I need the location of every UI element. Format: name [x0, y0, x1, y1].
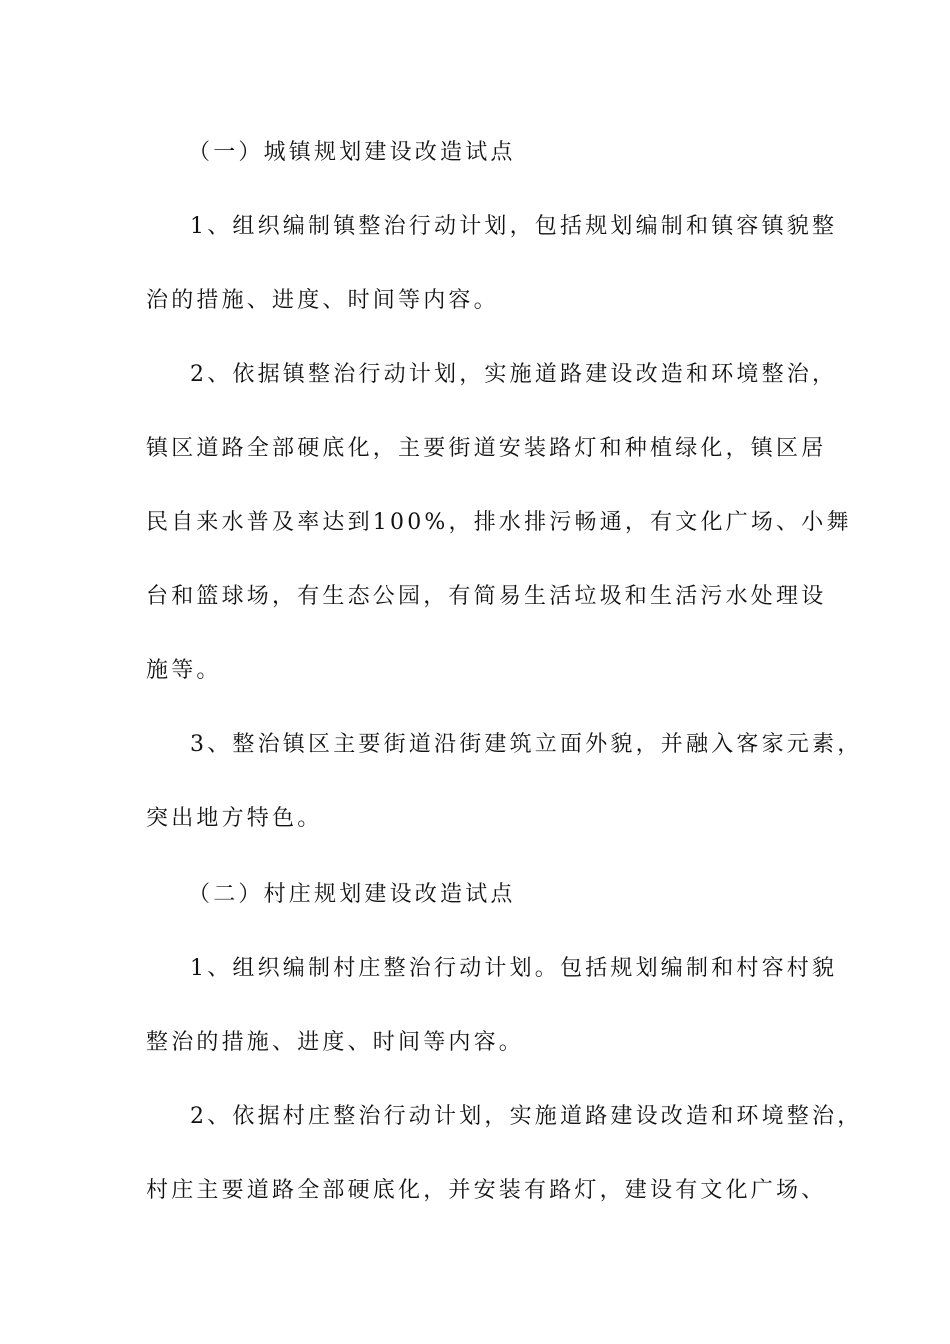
paragraph-line: 镇区道路全部硬底化，主要街道安装路灯和种植绿化，镇区居: [146, 436, 827, 461]
paragraph-line: 突出地方特色。: [146, 806, 323, 831]
section-heading-2: （二）村庄规划建设改造试点: [188, 882, 516, 907]
paragraph-line: 台和篮球场，有生态公园，有简易生活垃圾和生活污水处理设: [146, 584, 827, 609]
paragraph-line: 1、组织编制村庄整治行动计划。包括规划编制和村容村貌: [190, 956, 838, 981]
paragraph-line: 村庄主要道路全部硬底化，并安装有路灯，建设有文化广场、: [146, 1178, 827, 1203]
section-heading-1: （一）城镇规划建设改造试点: [188, 140, 516, 165]
paragraph-line: 1、组织编制镇整治行动计划，包括规划编制和镇容镇貌整: [190, 214, 838, 239]
paragraph-line: 3、整治镇区主要街道沿街建筑立面外貌，并融入客家元素，: [190, 732, 863, 757]
paragraph-line: 施等。: [146, 658, 222, 683]
paragraph-line: 2、依据镇整治行动计划，实施道路建设改造和环境整治，: [190, 362, 838, 387]
paragraph-line: 整治的措施、进度、时间等内容。: [146, 1030, 525, 1055]
paragraph-line: 治的措施、进度、时间等内容。: [146, 288, 499, 313]
paragraph-line: 2、依据村庄整治行动计划，实施道路建设改造和环境整治，: [190, 1104, 863, 1129]
paragraph-line: 民自来水普及率达到100%，排水排污畅通，有文化广场、小舞: [146, 510, 852, 535]
